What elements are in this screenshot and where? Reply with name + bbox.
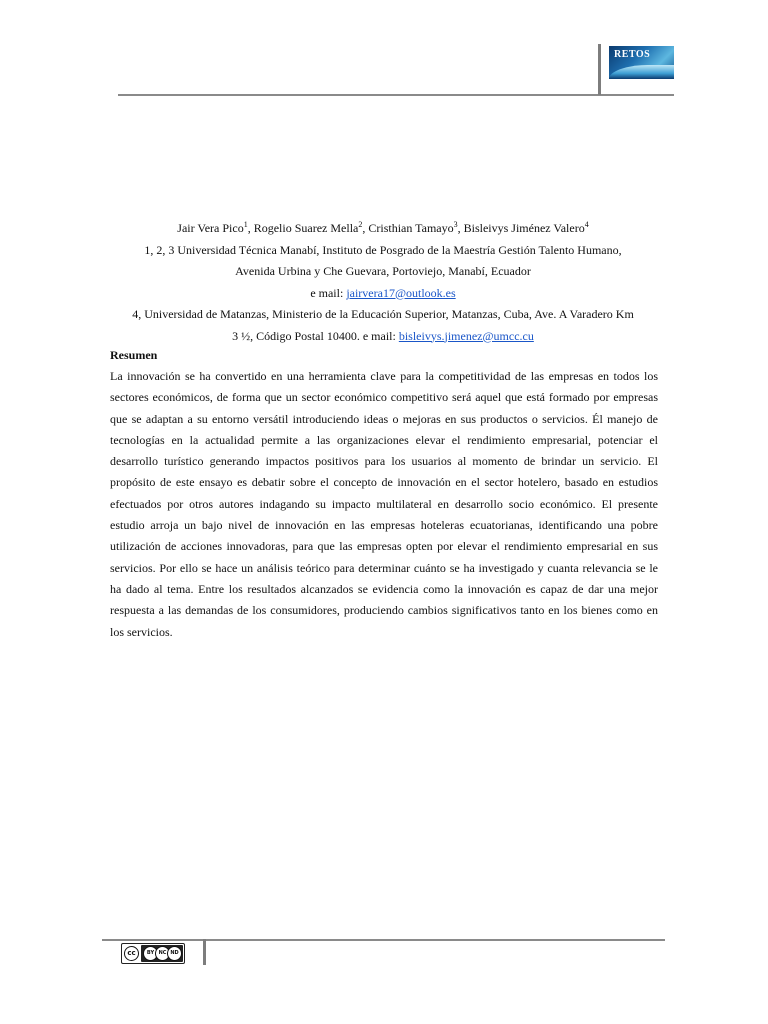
abstract-title: Resumen [110,348,158,362]
footer-rule [102,939,665,941]
logo-wave-icon [609,65,674,79]
header-rule [118,94,674,96]
cc-nc-icon: NC [155,946,170,961]
cc-by-icon: BY [143,946,158,961]
cc-icon: cc [124,946,139,961]
email-1-link[interactable]: jairvera17@outlook.es [346,285,456,300]
author-sup: 2 [358,220,363,229]
affiliation-2-text: 3 ½, Código Postal 10400. e mail: [232,328,399,343]
journal-logo [609,46,674,79]
email-1-line [108,283,658,305]
author-block [108,218,658,347]
abstract-body: La innovación se ha convertido en una herramienta clave para la competitividad de las empresas en todos los sectores económicos, de forma que un sector económico competitivo será aquel que está formado por empresas que se adaptan a su entorno versátil introduciendo ideas o mejoras en sus productos o servicios. Él manejo de tecnologías en la actualidad permite a las organizaciones elevar el rendimiento empresarial, potenciar el desarrollo turístico generando impactos positivos para los usuarios al momento de brindar un servicio. El propósito de este ensayo es debatir sobre el concepto de innovación en el sector hotelero, basado en estudios efectuados por otros autores indagando su impacto multilateral en desarrollo socio económico. El presente estudio arroja un bajo nivel de innovación en las empresas hoteleras ecuatorianas, identificando una pobre utilización de acciones innovadoras, para que las empresas opten por elevar el rendimiento empresarial en sus servicios. Por ello se hace un análisis teórico para determinar cuánto se ha investigado y cuanta relevancia se le ha dado al tema. Entre los resultados alcanzados se evidencia como la innovación es capaz de dar una mejor respuesta a las demandas de los consumidores, produciendo cambios significativos tanto en los bienes como en los servicios. [110,369,658,639]
author-name: , Cristhian Tamayo [362,221,454,235]
affiliation-2-line-1: 4, Universidad de Matanzas, Ministerio de la Educación Superior, Matanzas, Cuba, Ave. A Varadero Km [132,307,634,321]
footer-divider [203,939,206,965]
header-divider [598,44,601,95]
author-sup: 3 [453,220,458,229]
author-name: Jair Vera Pico [177,221,244,235]
affiliation-1-line-2: Avenida Urbina y Che Guevara, Portoviejo, Manabí, Ecuador [235,264,531,278]
author-sup: 4 [584,220,589,229]
author-name: , Rogelio Suarez Mella [247,221,359,235]
email-1-label: e mail: [310,285,347,300]
author-name: , Bisleivys Jiménez Valero [457,221,585,235]
author-sup: 1 [243,220,248,229]
author-names [108,218,658,240]
logo-text: RETOS [614,49,651,60]
affiliation-2-line-2 [108,326,658,348]
cc-nd-icon: ND [167,946,182,961]
email-2-link[interactable]: bisleivys.jimenez@umcc.cu [398,328,534,343]
cc-by-nc-nd-icon [121,943,185,964]
affiliation-1-line-1: 1, 2, 3 Universidad Técnica Manabí, Instituto de Posgrado de la Maestría Gestión Talento Humano, [144,242,622,257]
